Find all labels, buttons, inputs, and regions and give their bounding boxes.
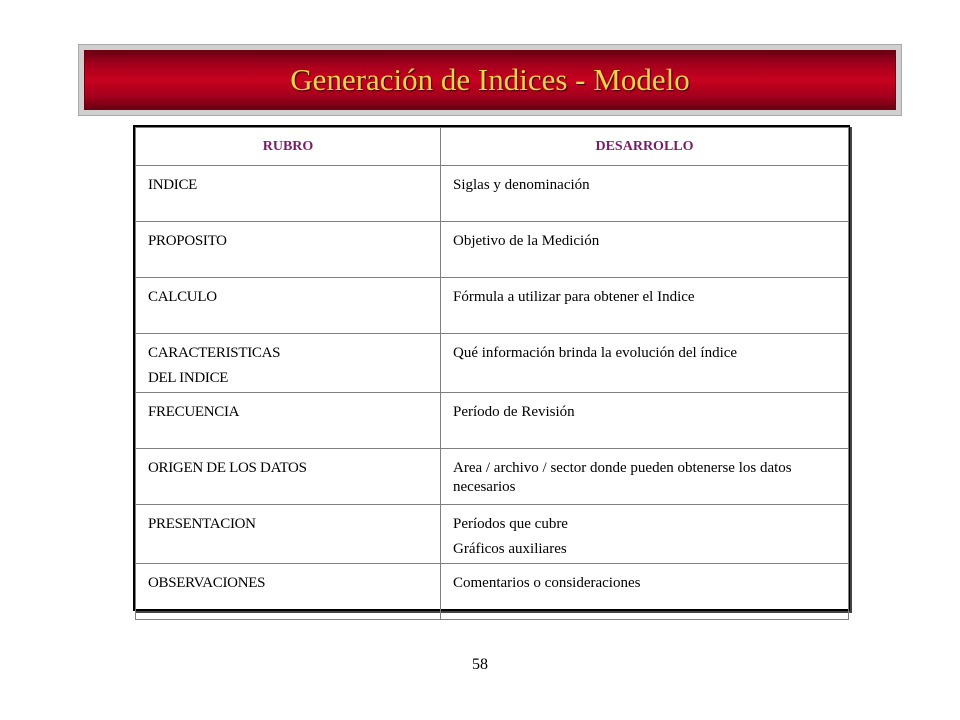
title-banner xyxy=(84,50,896,110)
rubro-cell xyxy=(136,505,441,564)
rubro-cell xyxy=(136,449,441,505)
rubro-cell xyxy=(136,334,441,393)
rubro-cell xyxy=(136,564,441,620)
rubro-cell xyxy=(136,393,441,449)
table-row xyxy=(136,505,849,564)
desarrollo-text: Qué información brinda la evolución del índice xyxy=(453,345,738,361)
desarrollo-text: Fórmula a utilizar para obtener el Indice xyxy=(453,289,695,305)
desarrollo-text: Siglas y denominación xyxy=(453,177,590,193)
title-frame xyxy=(78,44,902,116)
rubro-text: OBSERVACIONES xyxy=(148,575,266,591)
column-header-desarrollo: DESARROLLO xyxy=(441,128,849,166)
rubro-text: PRESENTACION xyxy=(148,516,256,532)
desarrollo-text: Gráficos auxiliares xyxy=(453,541,567,557)
desarrollo-text: Comentarios o consideraciones xyxy=(453,575,641,591)
table-row xyxy=(136,449,849,505)
desarrollo-cell xyxy=(441,449,849,505)
desarrollo-cell xyxy=(441,505,849,564)
slide-title: Generación de Indices - Modelo xyxy=(290,62,690,97)
rubro-text: ORIGEN DE LOS DATOS xyxy=(148,460,307,476)
table-row xyxy=(136,222,849,278)
table-row xyxy=(136,564,849,620)
rubro-cell xyxy=(136,222,441,278)
table-header-row xyxy=(136,128,849,166)
rubro-cell xyxy=(136,278,441,334)
desarrollo-cell xyxy=(441,278,849,334)
rubro-text: DEL INDICE xyxy=(148,370,229,386)
desarrollo-cell xyxy=(441,564,849,620)
table-grid xyxy=(135,127,849,620)
rubro-text: CALCULO xyxy=(148,289,217,305)
table-row xyxy=(136,334,849,393)
desarrollo-text: Períodos que cubre xyxy=(453,516,568,532)
index-model-table xyxy=(133,125,850,611)
rubro-text: CARACTERISTICAS xyxy=(148,345,281,361)
desarrollo-text: Período de Revisión xyxy=(453,404,575,420)
table-row xyxy=(136,393,849,449)
desarrollo-cell xyxy=(441,334,849,393)
desarrollo-text: Area / archivo / sector donde pueden obtenerse los datos necesarios xyxy=(453,460,792,495)
column-header-rubro: RUBRO xyxy=(136,128,441,166)
table-row xyxy=(136,166,849,222)
desarrollo-cell xyxy=(441,222,849,278)
page-number: 58 xyxy=(472,656,488,673)
desarrollo-text: Objetivo de la Medición xyxy=(453,233,600,249)
desarrollo-cell xyxy=(441,166,849,222)
rubro-cell xyxy=(136,166,441,222)
rubro-text: PROPOSITO xyxy=(148,233,227,249)
rubro-text: FRECUENCIA xyxy=(148,404,240,420)
desarrollo-cell xyxy=(441,393,849,449)
table-row xyxy=(136,278,849,334)
rubro-text: INDICE xyxy=(148,177,198,193)
